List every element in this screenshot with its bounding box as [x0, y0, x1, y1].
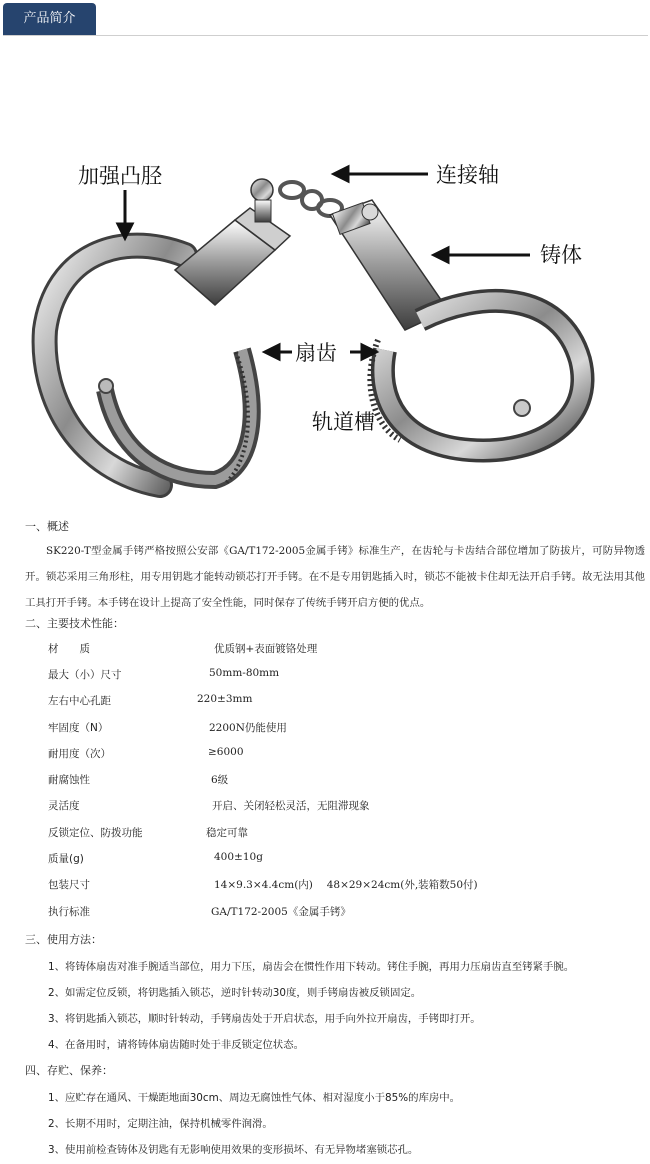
storage-item: 2、长期不用时，定期注油，保持机械零件润滑。: [48, 1118, 273, 1130]
product-image: [0, 40, 650, 500]
spec-value: 稳定可靠: [206, 827, 248, 839]
overview-heading: 一、概述: [25, 520, 69, 533]
spec-row: [48, 720, 608, 746]
spec-key: 包装尺寸: [48, 879, 90, 891]
spec-key: 耐腐蚀性: [48, 774, 90, 786]
callout-boss: 加强凸胫: [78, 164, 162, 188]
spec-value: 开启、关闭轻松灵活，无阻滞现象: [212, 800, 370, 812]
spec-key: 材 质: [48, 643, 90, 655]
spec-key: 左右中心孔距: [48, 695, 111, 707]
left-lock-barrel: [175, 179, 290, 305]
specs-heading: 二、主要技术性能：: [25, 617, 124, 630]
spec-row: [48, 904, 608, 930]
storage-item: 3、使用前检查铸体及钥匙有无影响使用效果的变形损坏、有无异物堵塞锁芯孔。: [48, 1144, 419, 1156]
spec-row: [48, 693, 608, 719]
usage-item: 4、在备用时，请将铸体扇齿随时处于非反锁定位状态。: [48, 1039, 304, 1051]
spec-value: 220±3mm: [197, 693, 253, 705]
callout-body: 铸体: [540, 243, 582, 267]
spec-key: 牢固度（N）: [48, 722, 109, 734]
spec-value: 6级: [211, 774, 229, 786]
spec-value: 14×9.3×4.4cm(内) 48×29×24cm(外,装箱数50付): [214, 879, 478, 891]
spec-key: 质量(g): [48, 853, 84, 865]
spec-key: 执行标准: [48, 906, 90, 918]
spec-row: [48, 825, 608, 851]
spec-value: 50mm-80mm: [209, 667, 280, 679]
callout-groove: 轨道槽: [312, 410, 375, 434]
spec-value: 2200N仍能使用: [209, 722, 287, 734]
storage-item: 1、应贮存在通风、干燥距地面30cm、周边无腐蚀性气体、相对湿度小于85%的库房中。: [48, 1092, 461, 1104]
spec-key: 耐用度（次）: [48, 748, 111, 760]
spec-value: ≥6000: [208, 746, 244, 758]
tab-underline: [3, 35, 648, 36]
spec-row: [48, 746, 608, 772]
usage-item: 1、将铸体扇齿对准手腕适当部位，用力下压，扇齿会在惯性作用下转动。铐住手腕，再用力压扇齿直至铐紧手腕。: [48, 961, 575, 973]
spec-row: [48, 641, 608, 667]
connecting-chain: [280, 182, 342, 216]
spec-row: [48, 667, 608, 693]
callout-axis: 连接轴: [436, 163, 499, 187]
usage-heading: 三、使用方法：: [25, 933, 102, 946]
callout-teeth: 扇齿: [295, 341, 337, 365]
spec-key: 反锁定位、防拨功能: [48, 827, 143, 839]
spec-value: 400±10g: [214, 851, 263, 863]
spec-row: [48, 772, 608, 798]
left-cuff-teeth: [105, 350, 252, 480]
spec-value: GA/T172-2005《金属手铐》: [211, 906, 351, 918]
spec-row: [48, 851, 608, 877]
spec-row: [48, 798, 608, 824]
spec-key: 最大（小）尺寸: [48, 669, 122, 681]
usage-item: 2、如需定位反锁，将钥匙插入锁芯，逆时针转动30度，则手铐扇齿被反锁固定。: [48, 987, 422, 999]
spec-value: 优质钢+表面镀铬处理: [214, 643, 318, 655]
usage-item: 3、将钥匙插入锁芯，顺时针转动，手铐扇齿处于开启状态，用手向外拉开扇齿，手铐即打开。: [48, 1013, 481, 1025]
storage-heading: 四、存贮、保养：: [25, 1064, 113, 1077]
tab-product-intro[interactable]: 产品简介: [3, 3, 96, 35]
tab-bar: [0, 0, 650, 38]
spec-key: 灵活度: [48, 800, 80, 812]
overview-text: SK220-T型金属手铐严格按照公安部《GA/T172-2005金属手铐》标准生产，在齿轮与卡齿结合部位增加了防拔片，可防异物透开。锁芯采用三角形柱，用专用钥匙才能转动锁芯打开手铐。在不是专用钥匙插入时，锁芯不能被卡住却无法开启手铐。故无法用其他工具打开手铐。本手铐在设计上提高了安全性能，同时保存了传统手铐开启方便的优点。: [25, 545, 645, 609]
spec-row: [48, 877, 608, 903]
